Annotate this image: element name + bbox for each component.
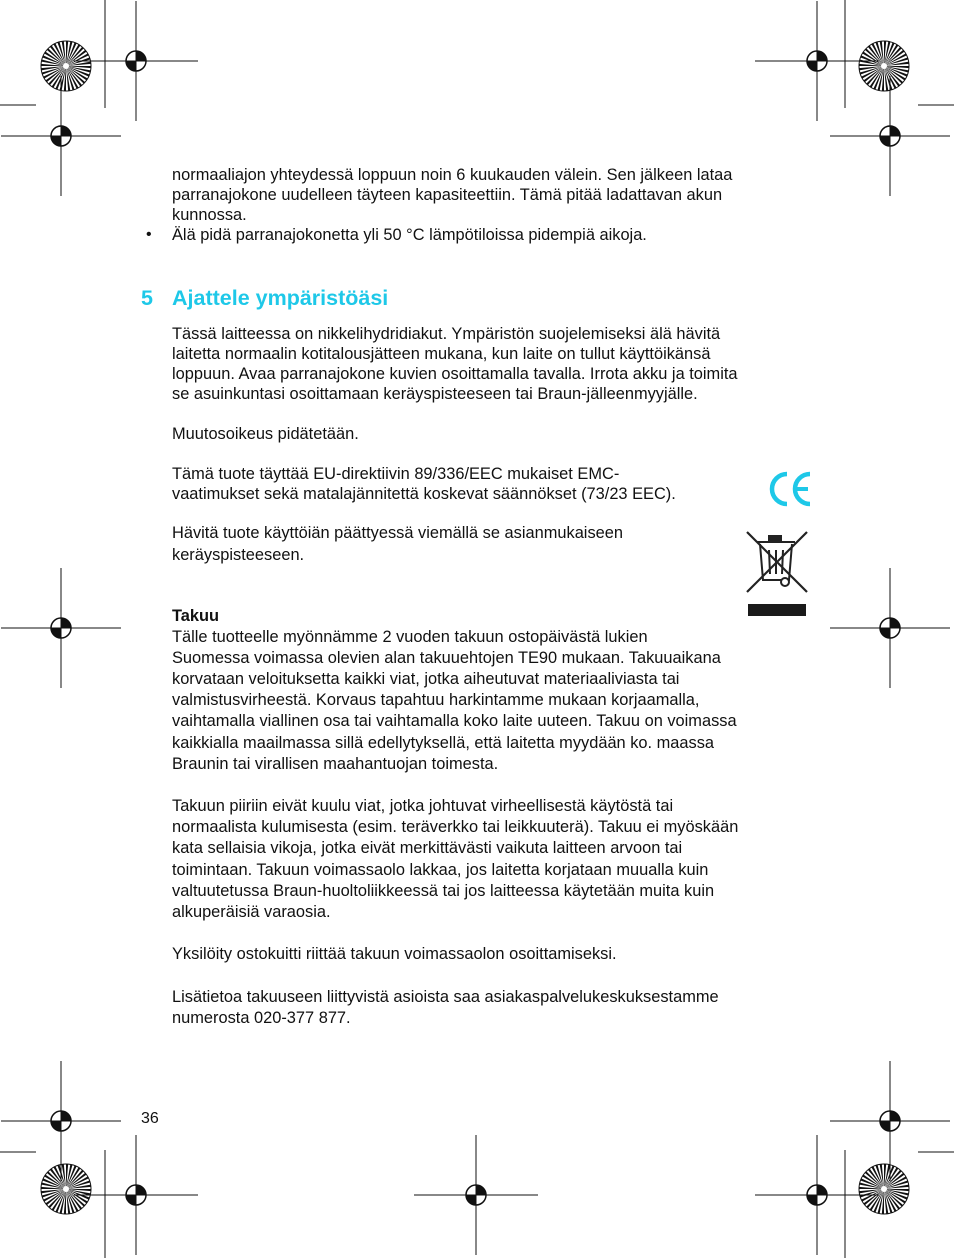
rights-note: Muutosoikeus pidätetään. <box>172 425 359 443</box>
starburst-target-icon <box>41 41 91 91</box>
registration-mark-icon <box>830 76 950 196</box>
exclusion-line: Takuun piiriin eivät kuulu viat, jotka johtuvat virheellisestä käytöstä tai <box>172 797 674 815</box>
exclusion-line: normaalista kulumisesta (esim. teräverkko tai leikkuuterä). Takuu ei myöskään <box>172 818 739 836</box>
warranty-line: korvataan veloituksetta kaikki viat, jotka aiheutuvat materiaaliviasta tai <box>172 670 680 688</box>
ce-mark-icon <box>768 468 814 510</box>
crossed-out-wheelie-bin-icon <box>743 528 811 620</box>
warranty-line: Tälle tuotteelle myönnämme 2 vuoden takuun ostopäivästä lukien <box>172 628 648 646</box>
emc-line: vaatimukset sekä matalajännitettä koskevat säännökset (73/23 EEC). <box>172 485 676 503</box>
disposal-line: Hävitä tuote käyttöiän päättyessä viemällä se asianmukaiseen <box>172 524 623 542</box>
disposal-line: keräyspisteeseen. <box>172 546 305 564</box>
warranty-line: kaikkialla maailmassa sillä edellytyksellä, että laitetta myydään ko. maassa <box>172 734 715 752</box>
env-line: loppuun. Avaa parranajokone kuvien osoittamalla tavalla. Irrota akku ja toimita <box>172 365 738 383</box>
registration-mark-icon <box>1 1061 121 1181</box>
starburst-target-icon <box>859 41 909 91</box>
intro-line: normaaliajon yhteydessä loppuun noin 6 kuukauden välein. Sen jälkeen lataa <box>172 166 733 184</box>
exclusion-line: kata sellaisia vikoja, jotka eivät merkittävästi vaikuta laitteen arvoon tai <box>172 839 683 857</box>
exclusion-line: alkuperäisiä varaosia. <box>172 903 331 921</box>
warranty-heading: Takuu <box>172 607 220 625</box>
env-line: laitetta normaalin kotitalousjätteen mukana, kun laite on tullut käyttöikänsä <box>172 345 711 363</box>
starburst-target-icon <box>859 1164 909 1214</box>
warranty-line: vaihtamalla viallinen osa tai vaihtamalla koko laite uuteen. Takuu on voimassa <box>172 712 737 730</box>
warranty-line: Suomessa voimassa olevien alan takuuehtojen TE90 mukaan. Takuuaikana <box>172 649 721 667</box>
env-line: Tässä laitteessa on nikkelihydridiakut. Ympäristön suojelemiseksi älä hävitä <box>172 325 721 343</box>
warranty-line: valmistusvirheestä. Korvaus tapahtuu harkintamme mukaan korjaamalla, <box>172 691 700 709</box>
receipt-note: Yksilöity ostokuitti riittää takuun voimassaolon osoittamiseksi. <box>172 945 617 963</box>
intro-line: parranajokone uudelleen täyteen kapasiteettiin. Tämä pitää ladattavan akun <box>172 186 723 204</box>
registration-mark-icon <box>414 1135 538 1255</box>
exclusion-line: valtuutetussa Braun-huoltoliikkeessä tai jos laitteessa käytetään muita kuin <box>172 882 715 900</box>
bullet-marker: • <box>146 226 152 243</box>
starburst-target-icon <box>41 1164 91 1214</box>
registration-mark-icon <box>1 568 121 688</box>
emc-line: Tämä tuote täyttää EU-direktiivin 89/336/EEC mukaiset EMC- <box>172 465 620 483</box>
contact-line: Lisätietoa takuuseen liittyvistä asioista saa asiakaspalvelukeskuksestamme <box>172 988 719 1006</box>
section-number: 5 <box>141 286 153 310</box>
env-line: se asuinkuntasi osoittamaan keräyspisteeseen tai Braun-jälleenmyyjälle. <box>172 385 698 403</box>
registration-mark-icon <box>1 76 121 196</box>
registration-mark-icon <box>74 1135 198 1255</box>
registration-mark-icon <box>830 568 950 688</box>
warranty-line: Braunin tai virallisen maahantuojan toimesta. <box>172 755 499 773</box>
registration-mark-icon <box>755 1135 879 1255</box>
registration-mark-icon <box>830 1061 950 1181</box>
section-heading <box>141 286 388 311</box>
registration-mark-icon <box>74 1 198 121</box>
contact-line: numerosta 020-377 877. <box>172 1009 351 1027</box>
exclusion-line: toimintaan. Takuun voimassaolo lakkaa, jos laitetta korjataan muualla kuin <box>172 861 709 879</box>
page-number: 36 <box>141 1110 159 1127</box>
bullet-text: Älä pidä parranajokonetta yli 50 °C lämpötiloissa pidempiä aikoja. <box>172 226 647 244</box>
section-title: Ajattele ympäristöäsi <box>172 286 389 310</box>
intro-line: kunnossa. <box>172 206 247 224</box>
